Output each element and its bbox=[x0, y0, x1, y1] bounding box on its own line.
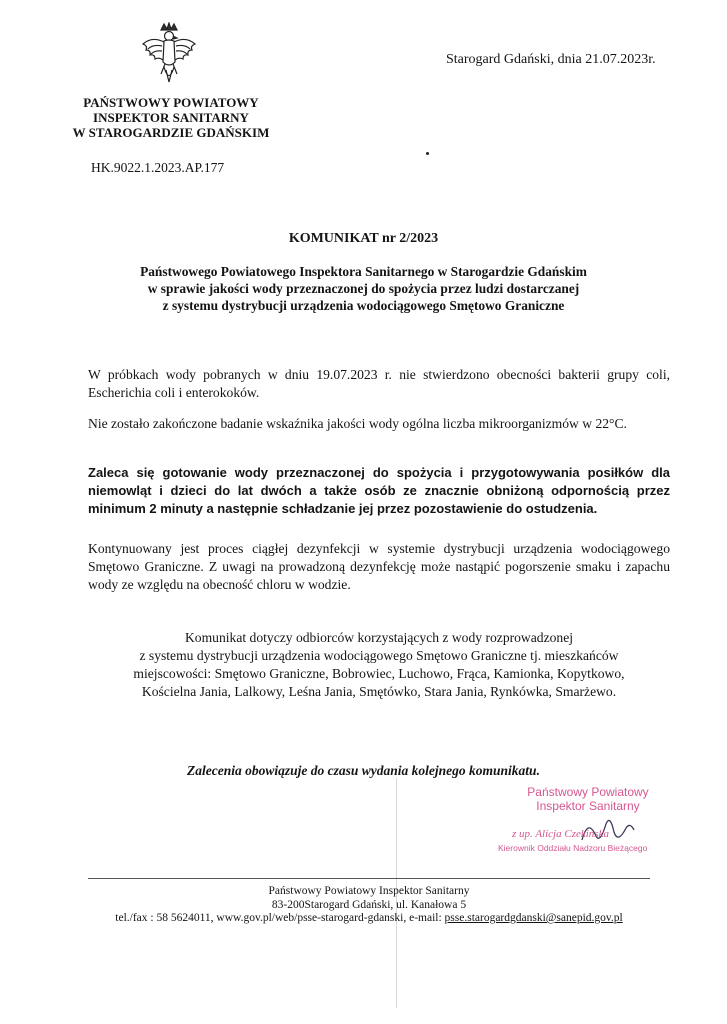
audience-line: Komunikat dotyczy odbiorców korzystających z wody rozprowadzonej bbox=[184, 630, 574, 645]
place-and-date: Starogard Gdański, dnia 21.07.2023r. bbox=[446, 52, 656, 67]
audience-line: miejscowości: Smętowo Graniczne, Bobrowiec, Luchowo, Frąca, Kamionka, Kopytkowo, bbox=[133, 666, 625, 681]
footer-contact bbox=[88, 912, 650, 926]
scan-speck bbox=[426, 152, 429, 155]
white-eagle-emblem-icon bbox=[140, 22, 198, 90]
issuing-authority bbox=[66, 95, 276, 140]
audience-line: z systemu dystrybucji urządzenia wodociągowego Smętowo Graniczne tj. mieszkańców bbox=[139, 648, 619, 663]
paragraph-test-results: W próbkach wody pobranych w dniu 19.07.2023 r. nie stwierdzono obecności bakterii grupy coli, Escherichia coli i enterokoków. bbox=[88, 367, 670, 400]
paragraph-disinfection: Kontynuowany jest proces ciągłej dezynfekcji w systemie dystrybucji urządzenia wodociągowego Smętowo Graniczne. Z uwagi na prowadzoną dezynfekcję może nastąpić pogorszenie smaku i zapachu wody ze względu na obecność chloru w wodzie. bbox=[88, 541, 670, 592]
closing-statement: Zalecenia obowiązuje do czasu wydania kolejnego komunikatu. bbox=[187, 763, 540, 778]
authority-line: PAŃSTWOWY POWIATOWY bbox=[83, 95, 259, 110]
audience-line: Kościelna Jania, Lalkowy, Leśna Jania, Smętówko, Stara Jania, Rynkówka, Smarżewo. bbox=[141, 684, 617, 699]
document-subtitle bbox=[60, 263, 667, 314]
footer-line: 83-200Starogard Gdański, ul. Kanałowa 5 bbox=[271, 898, 467, 911]
reference-number: HK.9022.1.2023.AP.177 bbox=[91, 160, 225, 175]
document-title: KOMUNIKAT nr 2/2023 bbox=[288, 231, 439, 246]
official-stamp bbox=[478, 780, 678, 860]
subtitle-line: z systemu dystrybucji urządzenia wodociągowego Smętowo Graniczne bbox=[162, 298, 565, 313]
authority-line: W STAROGARDZIE GDAŃSKIM bbox=[72, 125, 270, 140]
footer bbox=[88, 885, 650, 926]
subtitle-line: w sprawie jakości wody przeznaczonej do spożycia przez ludzi dostarczanej bbox=[147, 281, 580, 296]
footer-divider bbox=[88, 878, 650, 879]
footer-contact-text: tel./fax : 58 5624011, www.gov.pl/web/psse-starogard-gdanski, e-mail: bbox=[115, 912, 445, 924]
authority-line: INSPEKTOR SANITARNY bbox=[93, 110, 249, 125]
footer-line: Państwowy Powiatowy Inspektor Sanitarny bbox=[268, 885, 470, 897]
paragraph-boil-recommendation: Zaleca się gotowanie wody przeznaczonej do spożycia i przygotowywania posiłków dla niemowląt i dzieci do lat dwóch a także osób ze znacznie obniżoną odpornością przez minimum 2 minuty a następnie schładzanie jej przez pozostawienie do ostudzenia. bbox=[88, 465, 670, 516]
stamp-role: Kierownik Oddziału Nadzoru Bieżącego bbox=[498, 843, 648, 853]
footer-email-link[interactable]: psse.starogardgdanski@sanepid.gov.pl bbox=[444, 912, 623, 924]
paragraph-pending-test: Nie zostało zakończone badanie wskaźnika jakości wody ogólna liczba mikroorganizmów w 22°C. bbox=[88, 416, 627, 431]
audience-paragraph bbox=[88, 629, 670, 701]
stamp-line: Inspektor Sanitarny bbox=[536, 799, 640, 813]
stamp-line: Państwowy Powiatowy bbox=[527, 785, 649, 799]
stamp-signer: z up. Alicja Czekińska bbox=[512, 828, 609, 840]
subtitle-line: Państwowego Powiatowego Inspektora Sanitarnego w Starogardzie Gdańskim bbox=[140, 264, 587, 279]
